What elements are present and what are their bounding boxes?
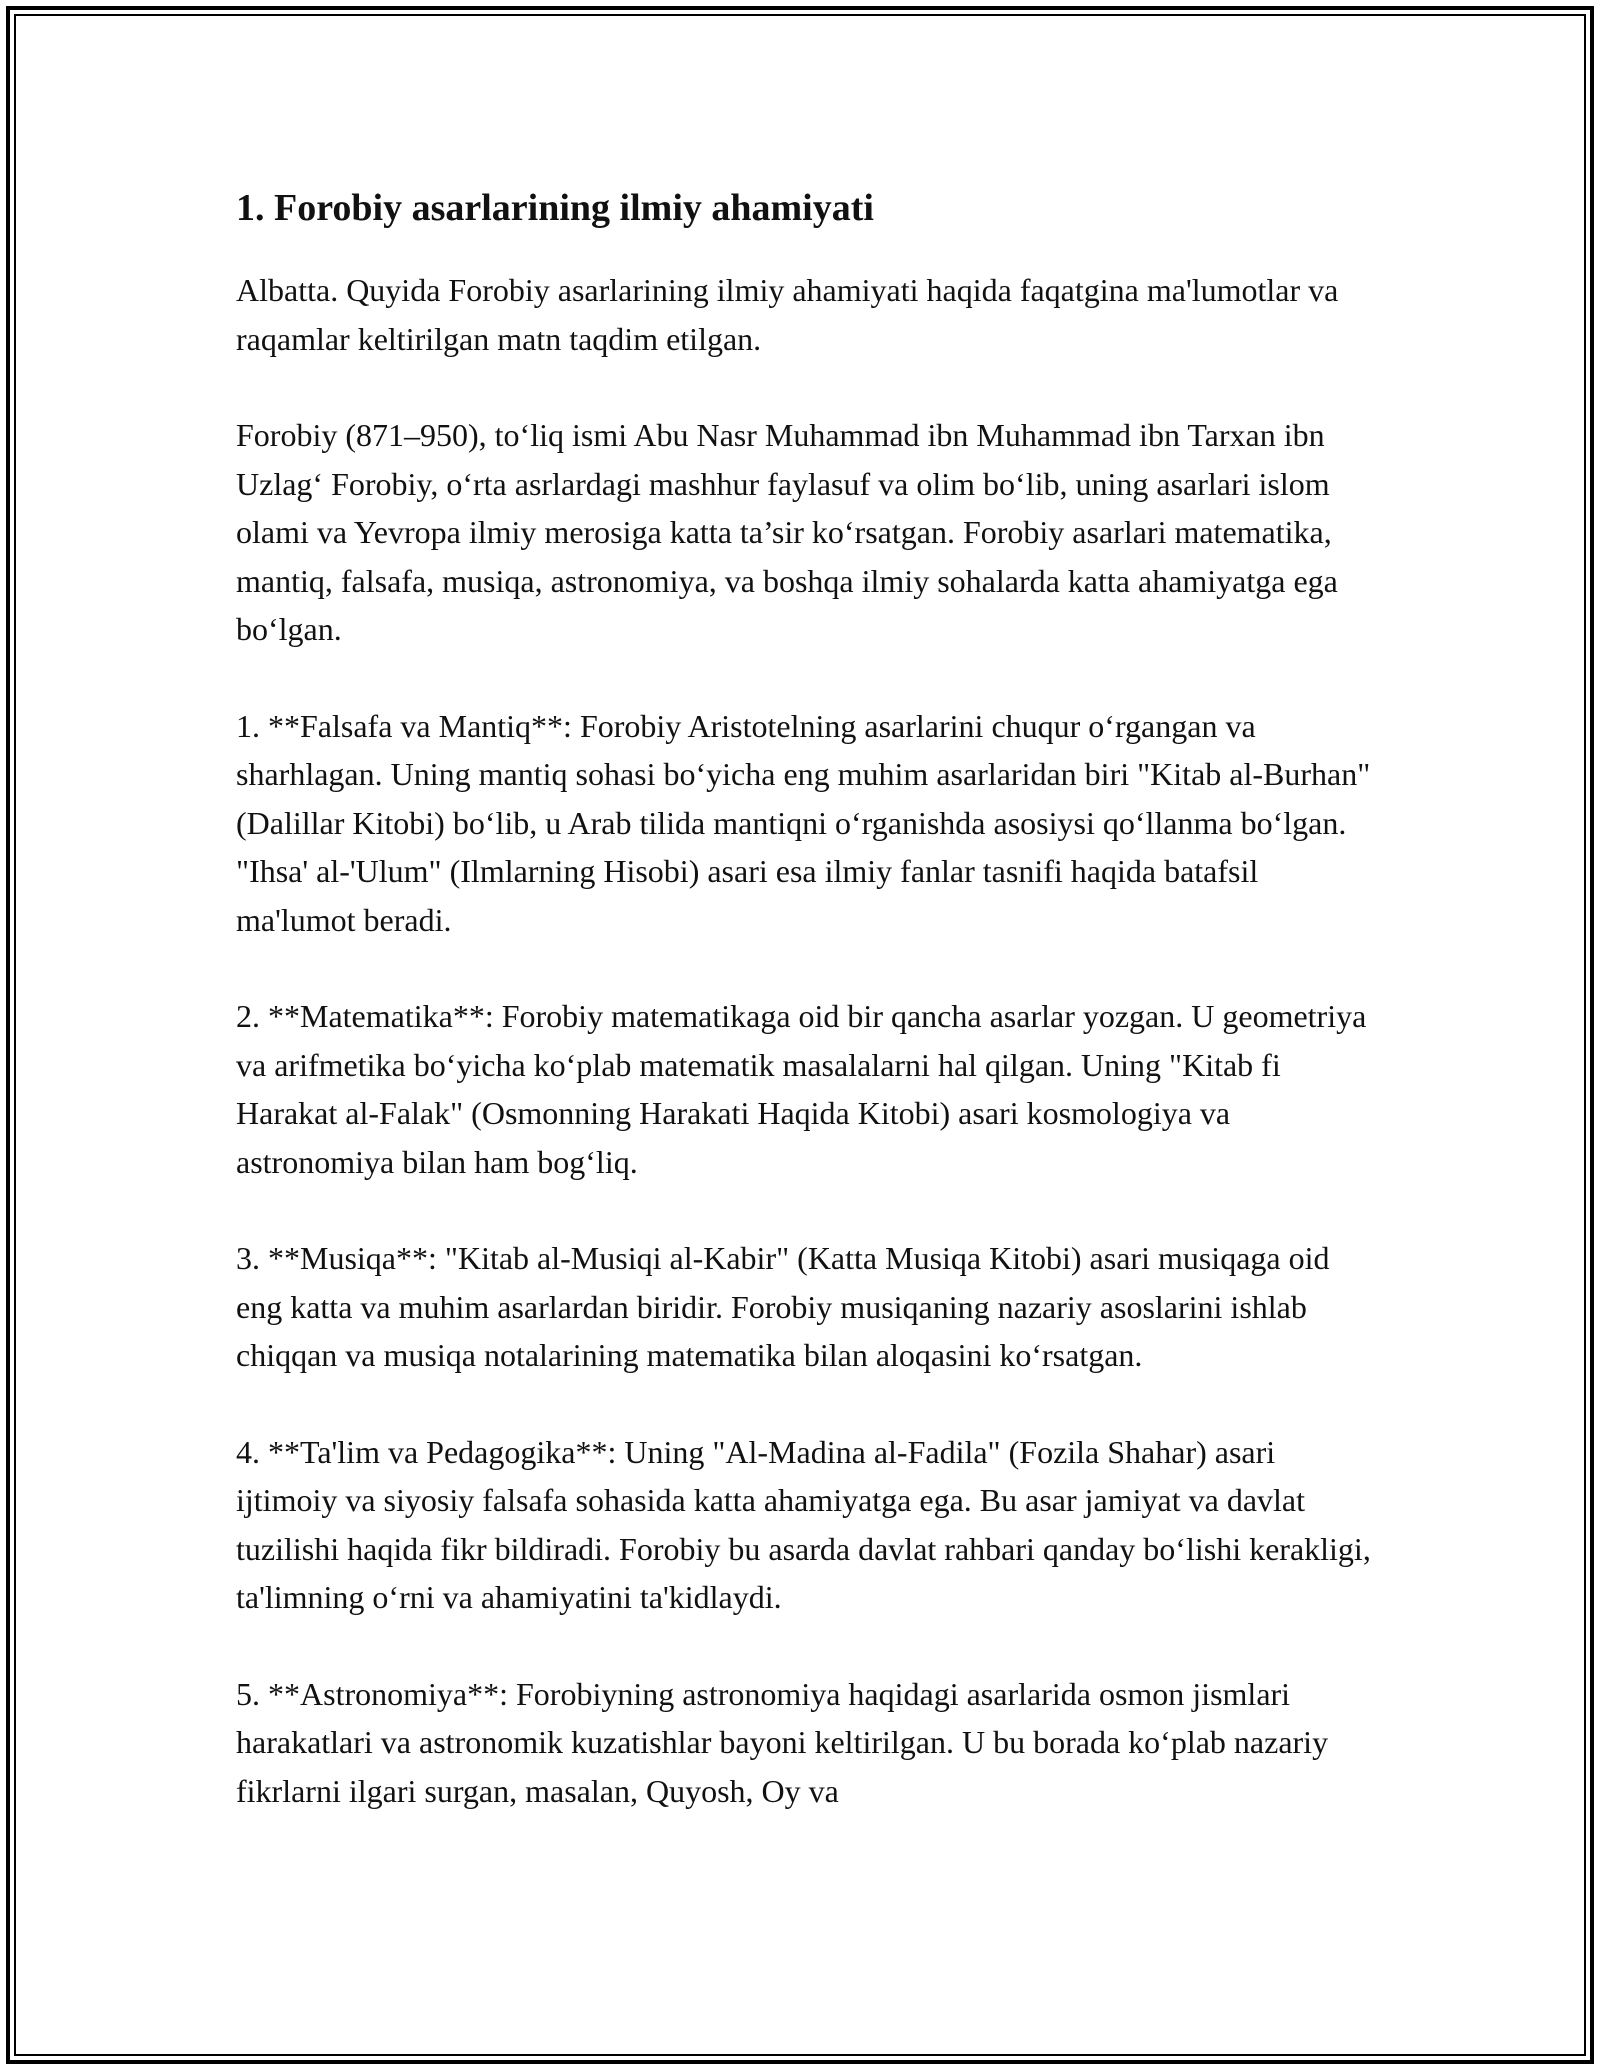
paragraph-philosophy-logic: 1. **Falsafa va Mantiq**: Forobiy Aristotelning asarlarini chuqur o‘rgangan va sharhlagan. Uning mantiq sohasi bo‘yicha eng muhim asarlaridan biri "Kitab al-Burhan" (Dalillar Kitobi) bo‘lib, u Arab tilida mantiqni o‘rganishda asosiysi qo‘llanma bo‘lgan. "Ihsa' al-'Ulum" (Ilmlarning Hisobi) asari esa ilmiy fanlar tasnifi haqida batafsil ma'lumot beradi. [236, 707, 1371, 938]
paragraph-education: 4. **Ta'lim va Pedagogika**: Uning "Al-Madina al-Fadila" (Fozila Shahar) asari ijtimoiy va siyosiy falsafa sohasida katta ahamiyatga ega. Bu asar jamiyat va davlat tuzilishi haqida fikr bildiradi. Forobiy bu asarda davlat rahbari qanday bo‘lishi kerakligi, ta'limning o‘rni va ahamiyatini ta'kidlaydi. [236, 1433, 1371, 1615]
document-title: 1. Forobiy asarlarining ilmiy ahamiyati [236, 187, 874, 229]
paragraph-biography: Forobiy (871–950), to‘liq ismi Abu Nasr Muhammad ibn Muhammad ibn Tarxan ibn Uzlag‘ Forobiy, o‘rta asrlardagi mashhur faylasuf va olim bo‘lib, uning asarlari islom olami va Yevropa ilmiy merosiga katta ta’sir ko‘rsatgan. Forobiy asarlari matematika, mantiq, falsafa, musiqa, astronomiya, va boshqa ilmiy sohalarda katta ahamiyatga ega bo‘lgan. [236, 417, 1338, 647]
document-body [236, 186, 1376, 1815]
paragraph-intro: Albatta. Quyida Forobiy asarlarining ilmiy ahamiyati haqida faqatgina ma'lumotlar va raqamlar keltirilgan matn taqdim etilgan. [236, 272, 1339, 357]
paragraph-music: 3. **Musiqa**: "Kitab al-Musiqi al-Kabir" (Katta Musiqa Kitobi) asari musiqaga oid eng katta va muhim asarlardan biridir. Forobiy musiqaning nazariy asoslarini ishlab chiqqan va musiqa notalarining matematika bilan aloqasini ko‘rsatgan. [236, 1240, 1330, 1373]
paragraph-astronomy: 5. **Astronomiya**: Forobiyning astronomiya haqidagi asarlarida osmon jismlari harakatlari va astronomik kuzatishlar bayoni keltirilgan. U bu borada ko‘plab nazariy fikrlarni ilgari surgan, masalan, Quyosh, Oy va [236, 1675, 1329, 1809]
paragraph-mathematics: 2. **Matematika**: Forobiy matematikaga oid bir qancha asarlar yozgan. U geometriya va arifmetika bo‘yicha ko‘plab matematik masalalarni hal qilgan. Uning "Kitab fi Harakat al-Falak" (Osmonning Harakati Haqida Kitobi) asari kosmologiya va astronomiya bilan ham bog‘liq. [236, 998, 1367, 1180]
